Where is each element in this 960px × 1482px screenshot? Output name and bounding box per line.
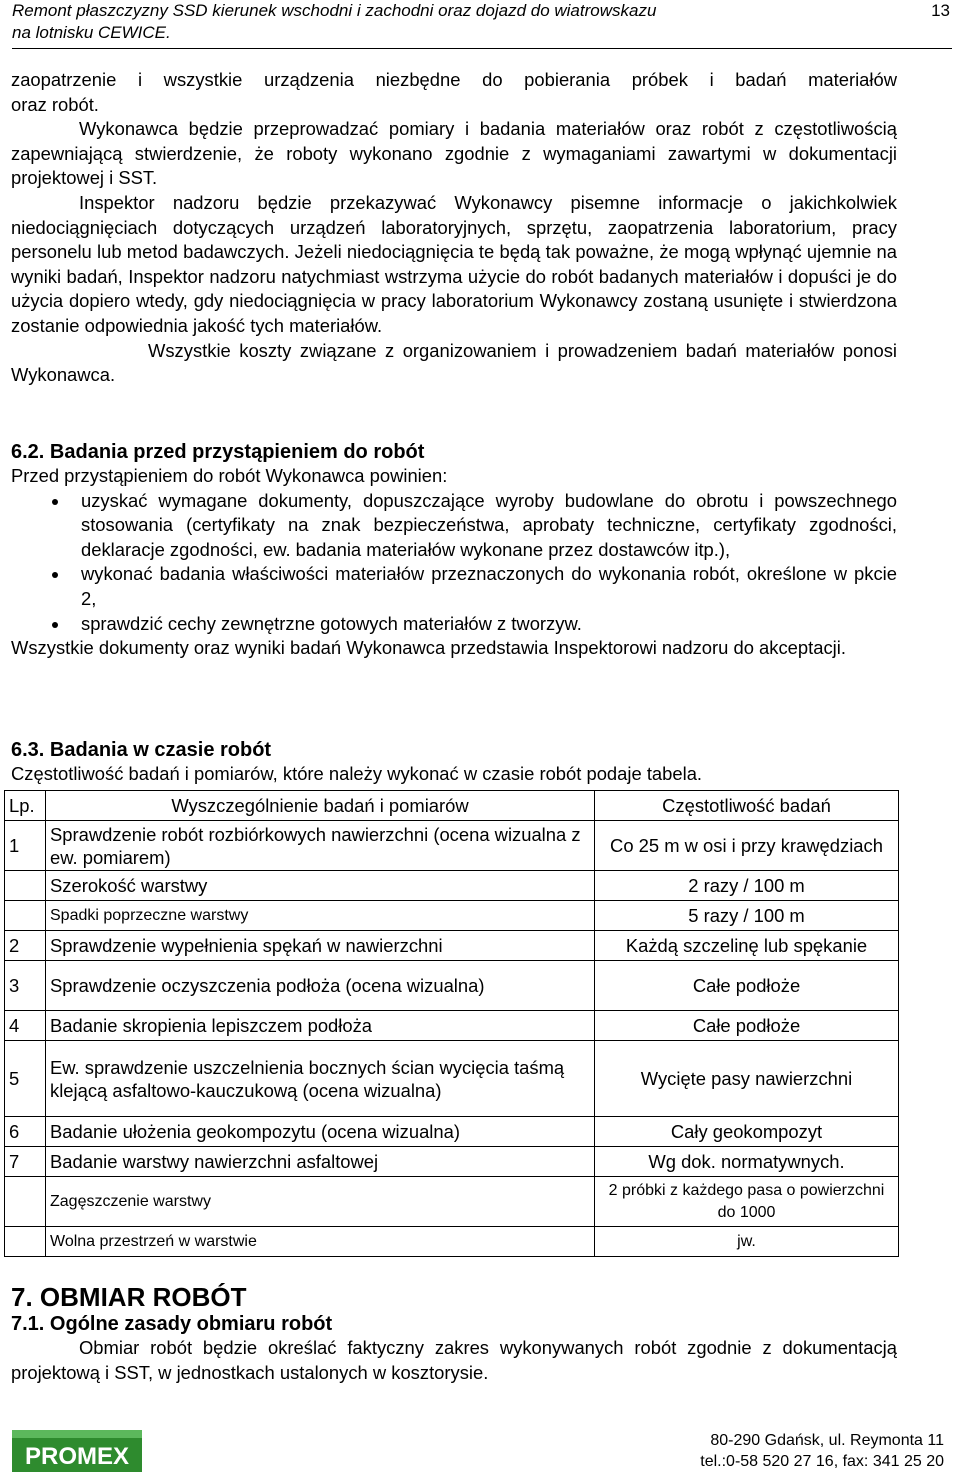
table-cell-freq: 2 próbki z każdego pasa o powierzchni do 1000 [595, 1177, 899, 1227]
table-cell-freq: Całe podłoże [595, 1011, 899, 1041]
table-cell-freq: Całe podłoże [595, 961, 899, 1011]
table-cell-desc: Badanie ułożenia geokompozytu (ocena wizualna) [46, 1117, 595, 1147]
section-6-3 [11, 738, 897, 787]
table-row [5, 1041, 899, 1117]
section-6-2-intro: Przed przystąpieniem do robót Wykonawca powinien: [11, 465, 448, 486]
table-row [5, 901, 899, 931]
table-cell-freq: Co 25 m w osi i przy krawędziach [595, 821, 899, 871]
bullet-icon [52, 572, 58, 578]
table-cell-freq: 5 razy / 100 m [595, 901, 899, 931]
list-item-text: wykonać badania właściwości materiałów przeznaczonych do wykonania robót, określone w pkcie 2, [81, 563, 897, 609]
table-cell-desc: Spadki poprzeczne warstwy [46, 901, 595, 931]
table-header-row [5, 791, 899, 821]
table-cell-desc: Wolna przestrzeń w warstwie [46, 1227, 595, 1257]
table-cell-desc: Badanie warstwy nawierzchni asfaltowej [46, 1147, 595, 1177]
footer-address-line1: 80-290 Gdańsk, ul. Reymonta 11 [710, 1432, 944, 1449]
section-6-2-closing: Wszystkie dokumenty oraz wyniki badań Wykonawca przedstawia Inspektorowi nadzoru do akceptacji. [11, 637, 846, 659]
table-cell-lp: 5 [5, 1041, 46, 1117]
table-cell-lp: 2 [5, 931, 46, 961]
table-row [5, 871, 899, 901]
page-header [12, 0, 950, 44]
logo-stripe [12, 1430, 142, 1438]
header-title-line2: na lotnisku CEWICE. [12, 23, 171, 42]
table-cell-desc: Szerokość warstwy [46, 871, 595, 901]
table-cell-lp: 4 [5, 1011, 46, 1041]
table-row [5, 1011, 899, 1041]
table-header-cell: Wyszczególnienie badań i pomiarów [46, 791, 595, 821]
intro-line-2: oraz robót. [11, 93, 99, 115]
list-item [11, 612, 897, 637]
table-cell-freq: 2 razy / 100 m [595, 871, 899, 901]
list-item [11, 562, 897, 611]
table-cell-freq: Cały geokompozyt [595, 1117, 899, 1147]
table-cell-freq: Wg dok. normatywnych. [595, 1147, 899, 1177]
footer-address-line2: tel.:0-58 520 27 16, fax: 341 25 20 [700, 1453, 944, 1470]
table-cell-lp [5, 871, 46, 901]
list-item-text: sprawdzić cechy zewnętrzne gotowych materiałów z tworzyw. [81, 612, 582, 634]
intro-section [11, 68, 897, 388]
table-header-cell: Częstotliwość badań [595, 791, 899, 821]
section-7-1-paragraph: Obmiar robót będzie określać faktyczny zakres wykonywanych robót zgodnie z dokumentacją projektową i SST, w jednostkach ustalonych w kosztorysie. [11, 1337, 897, 1383]
table-cell-freq: Wycięte pasy nawierzchni [595, 1041, 899, 1117]
paragraph-measurements: Wykonawca będzie przeprowadzać pomiary i badania materiałów oraz robót z częstotliwością zapewniającą stwierdzenie, że roboty wykonano zgodnie z wymaganiami zawartymi w dokumentacji projektowej i SST. [11, 118, 897, 189]
table-cell-desc: Zagęszczenie warstwy [46, 1177, 595, 1227]
table-row [5, 961, 899, 1011]
intro-line-1: zaopatrzenie i wszystkie urządzenia niezbędne do pobierania próbek i badań materiałów [11, 69, 897, 90]
table-row [5, 1147, 899, 1177]
bullet-icon [52, 622, 58, 628]
section-6-2 [11, 440, 897, 661]
section-7 [11, 1282, 897, 1385]
page-number: 13 [931, 1, 950, 20]
table-row [5, 931, 899, 961]
table-row [5, 1227, 899, 1257]
header-divider [12, 48, 952, 49]
section-6-3-intro: Częstotliwość badań i pomiarów, które należy wykonać w czasie robót podaje tabela. [11, 763, 703, 784]
paragraph-inspector: Inspektor nadzoru będzie przekazywać Wykonawcy pisemne informacje o jakichkolwiek niedociągnięciach dotyczących urządzeń laboratoryjnych, sprzętu, zaopatrzenia laboratorium, pracy personelu lub metod badawczych. Jeżeli niedociągnięcia te będą tak poważne, że mogą wpłynąć ujemnie na wyniki badań, Inspektor nadzoru natychmiast wstrzyma użycie do robót badanych materiałów i dopuści je do użycia dopiero wtedy, gdy niedociągnięcia w pracy laboratorium Wykonawcy zostaną usunięte i stwierdzona zostanie odpowiednia jakość tych materiałów. [11, 191, 897, 336]
section-6-2-heading: 6.2. Badania przed przystąpieniem do robót [11, 441, 425, 463]
table-cell-lp: 3 [5, 961, 46, 1011]
header-title-line1: Remont płaszczyzny SSD kierunek wschodni i zachodni oraz dojazd do wiatrowskazu [12, 1, 657, 20]
table-cell-freq: jw. [595, 1227, 899, 1257]
table-cell-lp: 6 [5, 1117, 46, 1147]
table-cell-lp: 1 [5, 821, 46, 871]
paragraph-costs: Wszystkie koszty związane z organizowaniem i prowadzeniem badań materiałów ponosi Wykonawca. [11, 339, 897, 386]
table-cell-freq: Każdą szczelinę lub spękanie [595, 931, 899, 961]
table-row [5, 821, 899, 871]
table-cell-desc: Sprawdzenie wypełnienia spękań w nawierzchni [46, 931, 595, 961]
section-7-heading: 7. OBMIAR ROBÓT [11, 1282, 247, 1312]
table-cell-lp [5, 901, 46, 931]
section-7-1-heading: 7.1. Ogólne zasady obmiaru robót [11, 1313, 333, 1335]
table-cell-desc: Sprawdzenie robót rozbiórkowych nawierzchni (ocena wizualna z ew. pomiarem) [46, 821, 595, 871]
table-cell-lp [5, 1177, 46, 1227]
section-6-2-bullets [11, 489, 897, 637]
table-header-cell: Lp. [5, 791, 46, 821]
list-item-text: uzyskać wymagane dokumenty, dopuszczające wyroby budowlane do obrotu i powszechnego stosowania (certyfikaty na znak bezpieczeństwa, aprobaty techniczne, certyfikaty zgodności, deklaracje zgodności, ew. badania materiałów wykonane przez dostawców itp.), [81, 489, 897, 560]
logo-text: PROMEX [24, 1443, 130, 1470]
table-cell-lp [5, 1227, 46, 1257]
table-cell-lp: 7 [5, 1147, 46, 1177]
section-6-3-heading: 6.3. Badania w czasie robót [11, 739, 272, 761]
list-item [11, 489, 897, 563]
tests-table [4, 790, 899, 1257]
table-cell-desc: Ew. sprawdzenie uszczelnienia bocznych ścian wycięcia taśmą klejącą asfaltowo-kauczukową (ocena wizualna) [46, 1041, 595, 1117]
bullet-icon [52, 499, 58, 505]
table-row [5, 1177, 899, 1227]
header-title [12, 0, 832, 44]
table-row [5, 1117, 899, 1147]
table-cell-desc: Badanie skropienia lepiszczem podłoża [46, 1011, 595, 1041]
promex-logo [12, 1430, 142, 1472]
footer-address [700, 1430, 944, 1472]
table-cell-desc: Sprawdzenie oczyszczenia podłoża (ocena wizualna) [46, 961, 595, 1011]
